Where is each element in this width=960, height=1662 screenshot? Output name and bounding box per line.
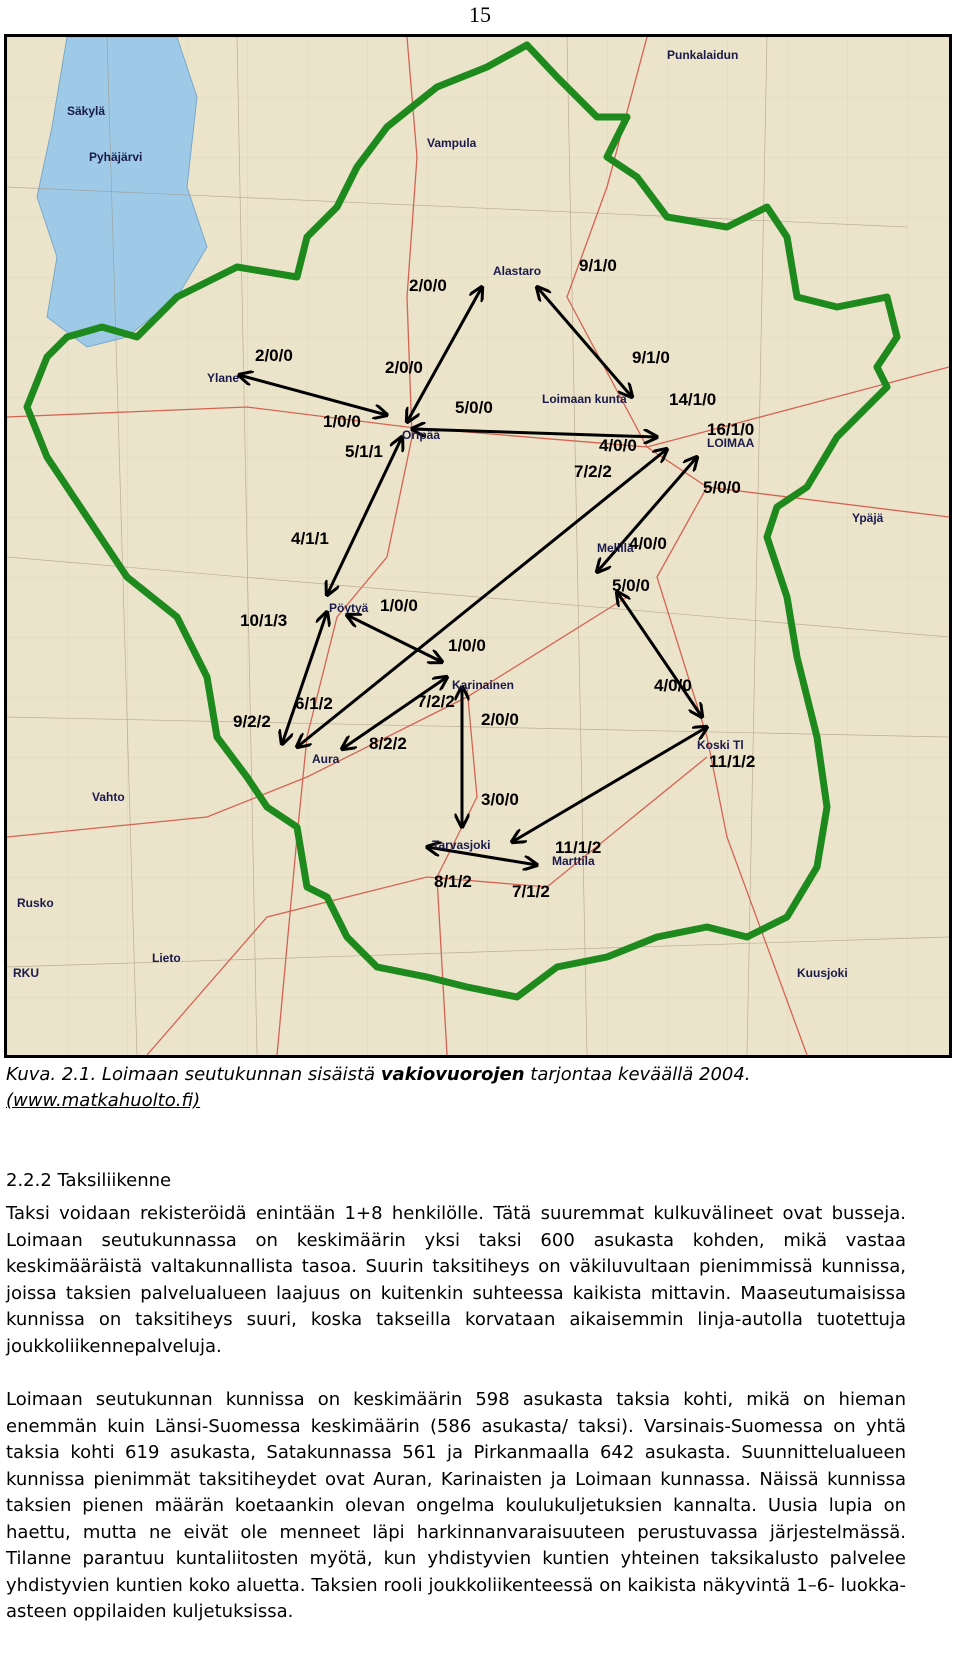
town-label: LOIMAA (707, 436, 755, 450)
route-label: 10/1/3 (240, 611, 288, 630)
route-label: 2/0/0 (481, 710, 519, 729)
body-paragraph: Loimaan seutukunnan kunnissa on keskimäärin 598 asukasta taksia kohti, mikä on hieman enemmän kuin Länsi-Suomessa keskimäärin (586 asukasta/ taksi). Varsinais-Suomessa on yhtä taksia kohti 619 asukasta, Satakunnassa 561 ja Pirkanmaalla 642 asukasta. Suunnittelualueen kunnissa pienimmät taksitiheydet ovat Auran, Karinaisten ja Loimaan kunnassa. Näissä kunnissa taksien pienen määrän koetaankin olevan ongelma koulukuljetuksien kannalta. Uusia lupia on haettu, mutta ne eivät ole menneet läpi harkinnanvaraisuuteen perustuvassa järjestelmässä. Tilanne parantuu kuntaliitosten myötä, kun yhdistyvien kuntien yhteinen taksikalusto palvelee yhdistyvien kuntien koko aluetta. Taksien rooli joukkoliikenteessä on kaikista näkyvintä 1–6- luokka-asteen oppilaiden kuljetuksissa. (6, 1389, 906, 1622)
town-label: Oripää (402, 428, 441, 442)
body-paragraph: Taksi voidaan rekisteröidä enintään 1+8 henkilölle. Tätä suuremmat kulkuvälineet ovat busseja. Loimaan seutukunnassa on keskimäärin yksi taksi 600 asukasta kohden, mikä vastaa keskimääräistä valtakunnallista tasoa. Suurin taksitiheys on väkiluvultaan pienimmissä kunnissa, joissa taksien palvelualueen laajuus on kuitenkin suhteessa kaikista mittavin. Maaseutumaisissa kunnissa on taksitiheys suuri, koska takseilla korvataan aikaisemmin linja-autolla tuotettuja joukkoliikennepalveluja. (6, 1203, 906, 1357)
route-label: 4/0/0 (654, 676, 692, 695)
route-label: 2/0/0 (255, 346, 293, 365)
route-label: 5/0/0 (703, 478, 741, 497)
route-label: 9/1/0 (579, 256, 617, 275)
route-label: 1/0/0 (380, 596, 418, 615)
town-label: Ypäjä (852, 511, 884, 525)
section-heading: 2.2.2 Taksiliikenne (6, 1170, 172, 1191)
route-label: 16/1/0 (707, 420, 755, 439)
route-label: 14/1/0 (669, 390, 717, 409)
route-label: 4/1/1 (291, 529, 329, 548)
route-label: 4/0/0 (629, 534, 667, 553)
route-label: 1/0/0 (448, 636, 486, 655)
route-label: 8/1/2 (434, 872, 472, 891)
caption-bold: vakiovuorojen (380, 1064, 525, 1085)
route-label: 2/0/0 (385, 358, 423, 377)
figure-caption (6, 1062, 946, 1114)
route-label: 5/0/0 (455, 398, 493, 417)
town-label: Kuusjoki (797, 966, 848, 980)
route-label: 11/1/2 (709, 752, 756, 771)
route-label: 7/1/2 (512, 882, 550, 901)
route-label: 5/1/1 (345, 442, 383, 461)
town-label: Vampula (427, 136, 477, 150)
route-label: 1/0/0 (323, 412, 361, 431)
route-label: 2/0/0 (409, 276, 447, 295)
town-label: RKU (13, 966, 39, 980)
town-label: Säkylä (67, 104, 106, 118)
page-number: 15 (469, 2, 491, 27)
town-label: Pyhäjärvi (89, 150, 143, 164)
town-label: Vahto (92, 790, 125, 804)
town-label: Mellilä (597, 541, 634, 555)
town-label: Loimaan kunta (542, 392, 627, 406)
route-map (4, 34, 952, 1058)
route-label: 4/0/0 (599, 436, 637, 455)
route-label: 9/1/0 (632, 348, 670, 367)
route-label: 11/1/2 (555, 838, 602, 857)
town-label: Rusko (17, 896, 54, 910)
town-label: Koski Tl (697, 738, 744, 752)
town-label: Lieto (152, 951, 181, 965)
source-link[interactable]: (www.matkahuolto.fi) (6, 1090, 201, 1111)
caption-suffix: tarjontaa keväällä 2004. (524, 1064, 751, 1085)
town-label: Alastaro (493, 264, 542, 278)
route-label: 9/2/2 (233, 712, 271, 731)
town-label: Marttila (552, 854, 595, 868)
town-label: Tarvasjoki (432, 838, 491, 852)
town-label: Punkalaidun (667, 48, 739, 62)
caption-prefix: Kuva. 2.1. Loimaan seutukunnan sisäistä (6, 1064, 381, 1085)
route-label: 5/0/0 (612, 576, 650, 595)
route-label: 3/0/0 (481, 790, 519, 809)
town-label: Pöytyä (329, 601, 369, 615)
route-label: 7/2/2 (574, 462, 612, 481)
town-label: Karinainen (452, 678, 515, 692)
route-label: 7/2/2 (417, 692, 455, 711)
town-label: Aura (312, 752, 340, 766)
route-label: 6/1/2 (295, 694, 333, 713)
town-label: Ylane (207, 371, 240, 385)
route-label: 8/2/2 (369, 734, 407, 753)
